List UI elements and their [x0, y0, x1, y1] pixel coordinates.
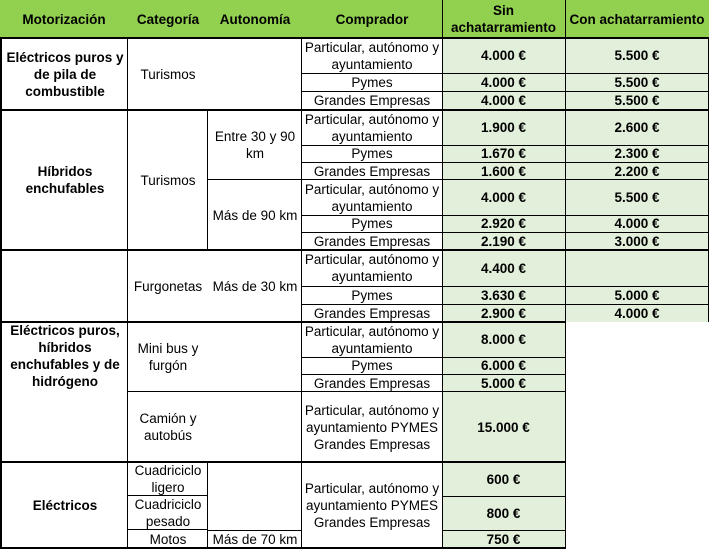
- autonomy-30-90: Entre 30 y 90 km: [214, 129, 296, 161]
- value-sin: 6.000 €: [442, 357, 565, 374]
- buyer-pymes: Pymes: [351, 74, 393, 90]
- grid-line: [0, 37, 709, 39]
- autonomy-mas-30: Más de 30 km: [212, 278, 298, 294]
- value-sin: 2.900 €: [442, 304, 565, 322]
- buyer-grandes: Grandes Empresas: [313, 375, 431, 391]
- grid-line: [0, 37, 2, 548]
- header-sin-achatarramiento: Sin achatarramiento: [442, 0, 565, 38]
- buyer-particular: Particular, autónomo y ayuntamiento: [304, 181, 440, 214]
- category-motos: Motos: [149, 531, 187, 547]
- grid-line: [128, 495, 208, 496]
- value-sin: 4.000 €: [442, 91, 565, 110]
- grid-line: [128, 391, 566, 392]
- grid-line: [0, 109, 709, 111]
- grid-line: [0, 249, 709, 251]
- buyer-particular: Particular, autónomo y ayuntamiento: [304, 252, 440, 284]
- header-categoria: Categoría: [128, 0, 208, 38]
- buyer-pymes: Pymes: [351, 287, 393, 303]
- grid-line: [302, 232, 709, 233]
- value-con: 5.000 €: [565, 286, 709, 304]
- grid-line: [302, 91, 709, 92]
- value-sin: 3.630 €: [442, 286, 565, 304]
- grid-line: [208, 179, 709, 180]
- grid-line: [442, 530, 566, 531]
- value-sin: 5.000 €: [442, 374, 565, 392]
- grid-line: [442, 0, 443, 548]
- value-sin: 4.000 €: [442, 38, 565, 73]
- grid-line: [302, 374, 566, 375]
- grid-line: [302, 357, 566, 358]
- category-cuadriciclo-pesado: Cuadriciclo pesado: [134, 497, 202, 529]
- grid-line: [565, 0, 566, 548]
- grid-line: [302, 304, 709, 305]
- category-mini-bus-furgon: Mini bus y furgón: [137, 341, 199, 373]
- grid-line: [302, 215, 709, 216]
- buyer-particular: Particular, autónomo y ayuntamiento: [304, 111, 440, 144]
- value-con: 5.500 €: [565, 73, 709, 91]
- buyer-grandes: Grandes Empresas: [313, 305, 431, 321]
- header-motorizacion: Motorización: [0, 0, 128, 38]
- group-electricos: Eléctricos: [32, 497, 98, 513]
- group-electricos-hibridos-hidrogeno: Eléctricos puros, híbridos enchufables y de hidrógeno: [10, 323, 120, 389]
- value-sin: 8.000 €: [442, 322, 565, 357]
- value-sin: 2.190 €: [442, 232, 565, 250]
- buyer-pymes: Pymes: [351, 146, 393, 161]
- value-sin: 4.400 €: [442, 250, 565, 286]
- buyer-pymes: Pymes: [351, 216, 393, 231]
- value-con: 4.000 €: [565, 215, 709, 232]
- buyer-all-electricos: Particular, autónomo y ayuntamiento PYMES Grandes Empresas: [304, 480, 440, 530]
- grid-line: [207, 461, 208, 548]
- grid-line: [302, 286, 709, 287]
- value-sin: 750 €: [442, 530, 565, 548]
- header-comprador: Comprador: [302, 0, 442, 38]
- value-sin: 15.000 €: [442, 392, 565, 462]
- value-con: 4.000 €: [565, 304, 709, 322]
- grid-line: [302, 73, 709, 74]
- grid-line: [0, 461, 566, 463]
- buyer-all-camion: Particular, autónomo y ayuntamiento PYMES Grandes Empresas: [304, 402, 440, 452]
- value-con-empty: [565, 250, 709, 286]
- group-electricos-puros-pila: Eléctricos puros y de pila de combustible: [6, 49, 124, 99]
- category-cuadriciclo-ligero: Cuadriciclo ligero: [134, 463, 202, 495]
- value-sin: 4.000 €: [442, 73, 565, 91]
- value-sin: 4.000 €: [442, 180, 565, 215]
- value-sin: 1.600 €: [442, 162, 565, 180]
- header-con-achatarramiento: Con achatarramiento: [565, 0, 709, 38]
- value-sin: 1.670 €: [442, 145, 565, 162]
- value-sin: 1.900 €: [442, 110, 565, 145]
- grid-line: [0, 321, 566, 323]
- value-con: 5.500 €: [565, 38, 709, 73]
- grid-line: [208, 530, 302, 531]
- autonomy-mas-90: Más de 90 km: [212, 207, 298, 223]
- category-turismos: Turismos: [140, 172, 196, 188]
- grid-line: [302, 145, 709, 146]
- value-con: 2.300 €: [565, 145, 709, 162]
- group-hibridos-enchufables: Híbridos enchufables: [25, 164, 105, 196]
- autonomy-mas-70: Más de 70 km: [212, 531, 298, 547]
- buyer-grandes: Grandes Empresas: [313, 93, 431, 108]
- value-con: 2.200 €: [565, 162, 709, 180]
- buyer-pymes: Pymes: [351, 358, 393, 373]
- grid-line: [207, 109, 208, 250]
- grid-line: [128, 529, 208, 530]
- value-con: 5.500 €: [565, 91, 709, 110]
- grid-line: [301, 37, 302, 548]
- buyer-grandes: Grandes Empresas: [313, 233, 431, 249]
- header-autonomia: Autonomía: [208, 0, 302, 38]
- value-sin: 2.920 €: [442, 215, 565, 232]
- buyer-particular: Particular, autónomo y ayuntamiento: [304, 323, 440, 356]
- buyer-grandes: Grandes Empresas: [313, 163, 431, 179]
- category-camion-autobus: Camión y autobús: [139, 411, 197, 443]
- value-con: 5.500 €: [565, 180, 709, 215]
- value-con: 2.600 €: [565, 110, 709, 145]
- buyer-particular: Particular, autónomo y ayuntamiento: [304, 39, 440, 72]
- category-turismos: Turismos: [140, 66, 196, 82]
- value-sin: 600 €: [442, 462, 565, 496]
- category-furgonetas: Furgonetas: [133, 278, 203, 294]
- grid-line: [127, 37, 128, 548]
- value-con: 3.000 €: [565, 232, 709, 250]
- grid-line: [442, 496, 566, 497]
- grid-line: [302, 162, 709, 163]
- value-sin: 800 €: [442, 496, 565, 530]
